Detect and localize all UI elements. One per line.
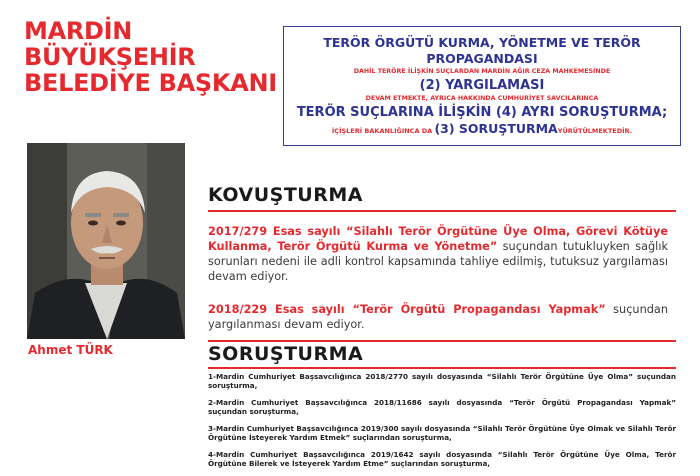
summary-line-5: DEVAM ETMEKTE, AYRICA HAKKINDA CUMHURİYET SAVCILARINCA	[365, 95, 599, 102]
sorusturma-divider-top	[208, 340, 676, 342]
kovusturma-paragraph-2	[208, 302, 668, 332]
kovusturma-p1-text: suçundan tutukluyken sağlık sorunları nedeni ile adli kontrol kapsamında tahliye edilmiş, tutuksuz yargılaması devam ediyor.	[208, 240, 668, 283]
kovusturma-heading: KOVUŞTURMA	[208, 184, 363, 206]
summary-line-4: (2) YARGILAMASI	[419, 78, 545, 93]
summary-line-7a: İÇİŞLERİ BAKANLIĞINCA DA	[331, 127, 435, 135]
kovusturma-divider	[208, 210, 676, 212]
kovusturma-p2-text: suçundan yargılanması devam ediyor.	[208, 303, 668, 331]
summary-line-1: TERÖR ÖRGÜTÜ KURMA, YÖNETME VE TERÖR	[323, 35, 641, 50]
sorusturma-divider	[208, 367, 676, 369]
summary-line-7	[290, 121, 674, 138]
sorusturma-heading: SORUŞTURMA	[208, 343, 364, 365]
list-item: 1-Mardin Cumhuriyet Başsavcılığınca 2018/2770 sayılı dosyasında “Silahlı Terör Örgütüne Üye Olma” suçundan soruşturma,	[208, 372, 676, 390]
title-line-2: BÜYÜKŞEHİR	[24, 43, 196, 71]
summary-line-3: DAHİL TERÖRE İLİŞKİN SUÇLARDAN MARDİN AĞIR CEZA MAHKEMESİNDE	[353, 68, 611, 75]
summary-box	[283, 26, 681, 146]
summary-line-2: PROPAGANDASI	[426, 51, 538, 66]
portrait-illustration	[27, 143, 185, 339]
kovusturma-paragraph-1	[208, 224, 668, 284]
title-line-3: BELEDİYE BAŞKANI	[24, 69, 277, 97]
list-item: 4-Mardin Cumhuriyet Başsavcılığınca 2019/1642 sayılı dosyasında “Silahlı Terör Örgütüne Üye Olma, Terör Örgütüne Bilerek ve İsteyerek Yardım Etme” suçlarından soruşturma,	[208, 450, 676, 468]
portrait-photo	[27, 143, 185, 339]
list-item: 3-Mardin Cumhuriyet Başsavcılığınca 2019/300 sayılı dosyasında “Silahlı Terör Örgütüne Üye Olmak ve Silahlı Terör Örgütüne İsteyerek Yardım Etmek” suçlarından soruşturma,	[208, 424, 676, 442]
summary-line-6: TERÖR SUÇLARINA İLİŞKİN (4) AYRI SORUŞTURMA;	[296, 105, 668, 120]
person-name: Ahmet TÜRK	[28, 343, 113, 357]
kovusturma-p2-case: 2018/229 Esas sayılı “Terör Örgütü Propagandası Yapmak”	[208, 303, 606, 316]
summary-line-7c: YÜRÜTÜLMEKTEDİR.	[557, 127, 633, 135]
title-line-1: MARDİN	[24, 17, 133, 45]
list-item: 2-Mardin Cumhuriyet Başsavcılığınca 2018/11686 sayılı dosyasında “Terör Örgütü Propagandası Yapmak” suçundan soruşturma,	[208, 398, 676, 416]
kovusturma-p1-case: 2017/279 Esas sayılı “Silahlı Terör Örgütüne Üye Olma, Görevi Kötüye Kullanma, Terör Örgütü Kurma ve Yönetme”	[208, 225, 668, 253]
page-title	[24, 18, 277, 96]
summary-line-7b: (3) SORUŞTURMA	[434, 121, 558, 136]
sorusturma-list	[208, 372, 676, 476]
